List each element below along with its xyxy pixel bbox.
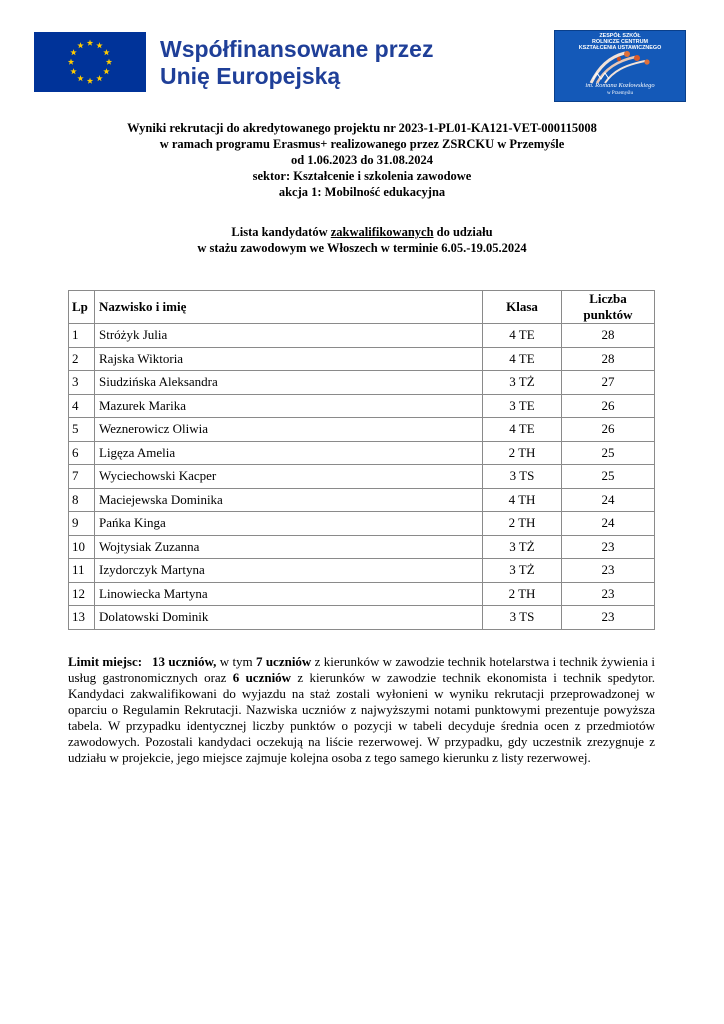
note-text-3: z kierunków w zawodzie technik ekonomista i technik spedytor. Kandydaci zakwalifikowani do wyjazdu na staż zostali wyłonieni w wyniku rekrutacji przeprowadzonej w oparciu o Regulamin Rekrutacji. Nazwiska uczniów z najwyższymi notami punktowymi prezentuje powyższa tabela. W przypadku identycznej liczby punktów o pozycji w tabeli decyduje średnia ocen z przedmiotów zawodowych. Pozostali kandydaci oczekują na liście rezerwowej. W przypadku, gdy uczestnik zrezygnuje z udziału w projekcie, jego miejsce zajmuje kolejna osoba z tego samego kierunku z listy rezerwowej.	[68, 670, 656, 765]
title-line: od 1.06.2023 do 31.08.2024	[290, 153, 434, 167]
row-points: 27	[562, 371, 655, 395]
row-name: Maciejewska Dominika	[95, 488, 483, 512]
row-lp: 4	[69, 394, 95, 418]
table-row	[69, 441, 655, 465]
row-points: 23	[562, 559, 655, 583]
note-bold-1: 7 uczniów	[256, 654, 312, 669]
eu-star-icon	[103, 49, 109, 55]
row-name: Stróżyk Julia	[95, 324, 483, 348]
note-bold-2: 6 uczniów	[232, 670, 292, 685]
row-class: 4 TH	[483, 488, 562, 512]
title-line: sektor: Kształcenie i szkolenia zawodowe	[252, 169, 472, 183]
row-name: Mazurek Marika	[95, 394, 483, 418]
table-body	[69, 324, 655, 630]
eu-star-icon	[70, 49, 76, 55]
row-class: 4 TE	[483, 324, 562, 348]
row-lp: 7	[69, 465, 95, 489]
note-text-2: z kierunków w zawodzie technik hotelarstwa i technik żywienia i usług gastronomicznych oraz	[68, 654, 655, 685]
header-points: Liczba punktów	[562, 291, 655, 324]
row-points: 23	[562, 606, 655, 630]
header-name: Nazwisko i imię	[95, 291, 483, 324]
funding-statement	[160, 36, 433, 90]
limit-label: Limit miejsc:	[68, 654, 143, 669]
table-row	[69, 606, 655, 630]
row-name: Rajska Wiktoria	[95, 347, 483, 371]
table-row	[69, 512, 655, 536]
row-name: Izydorczyk Martyna	[95, 559, 483, 583]
school-logo-patron-text: im. Romana Kozłowskiego	[585, 82, 655, 89]
row-class: 3 TS	[483, 465, 562, 489]
row-name: Wyciechowski Kacper	[95, 465, 483, 489]
list-title-post: do udziału	[433, 225, 493, 239]
row-class: 2 TH	[483, 582, 562, 606]
results-table	[68, 290, 655, 630]
table-row	[69, 582, 655, 606]
row-class: 2 TH	[483, 441, 562, 465]
document-title	[0, 120, 724, 200]
eu-star-icon	[96, 42, 102, 48]
title-line: w ramach programu Erasmus+ realizowanego przez ZSRCKU w Przemyśle	[159, 137, 565, 151]
row-points: 23	[562, 582, 655, 606]
school-logo-line-3: KSZTAŁCENIA USTAWICZNEGO	[578, 45, 662, 51]
table-row	[69, 535, 655, 559]
table-row	[69, 465, 655, 489]
row-name: Pańka Kinga	[95, 512, 483, 536]
eu-star-icon	[70, 68, 76, 74]
school-logo-line-1: ZESPÓŁ SZKÓŁ	[599, 33, 641, 39]
school-logo	[554, 30, 686, 102]
school-logo-city: w Przemyślu	[607, 91, 633, 96]
row-lp: 11	[69, 559, 95, 583]
row-lp: 9	[69, 512, 95, 536]
title-line: akcja 1: Mobilność edukacyjna	[278, 185, 446, 199]
funding-line-1: Współfinansowane przez	[160, 36, 434, 62]
row-name: Dolatowski Dominik	[95, 606, 483, 630]
eu-star-icon	[87, 78, 93, 84]
header-class: Klasa	[483, 291, 562, 324]
eu-star-icon	[68, 59, 74, 65]
table-row	[69, 418, 655, 442]
list-title-line-1	[0, 224, 724, 240]
limit-note	[68, 654, 655, 766]
row-name: Weznerowicz Oliwia	[95, 418, 483, 442]
row-lp: 3	[69, 371, 95, 395]
table-row	[69, 347, 655, 371]
list-title	[0, 224, 724, 256]
list-title-line-2: w stażu zawodowym we Włoszech w terminie 6.05.-19.05.2024	[197, 241, 527, 255]
eu-star-icon	[87, 40, 93, 46]
school-emblem-icon	[585, 49, 657, 85]
school-logo-line-2: ROLNICZE CENTRUM	[592, 39, 648, 45]
eu-star-icon	[77, 42, 83, 48]
table-row	[69, 394, 655, 418]
row-lp: 13	[69, 606, 95, 630]
table-row	[69, 559, 655, 583]
row-points: 24	[562, 512, 655, 536]
row-points: 25	[562, 465, 655, 489]
eu-star-icon	[96, 75, 102, 81]
school-logo-patron	[555, 82, 685, 97]
row-class: 2 TH	[483, 512, 562, 536]
row-name: Ligęza Amelia	[95, 441, 483, 465]
table-header-row	[69, 291, 655, 324]
table-row	[69, 488, 655, 512]
eu-star-icon	[103, 68, 109, 74]
row-class: 3 TŻ	[483, 535, 562, 559]
eu-flag-logo	[34, 32, 146, 92]
row-lp: 12	[69, 582, 95, 606]
row-points: 24	[562, 488, 655, 512]
row-lp: 8	[69, 488, 95, 512]
title-line: Wyniki rekrutacji do akredytowanego projektu nr 2023-1-PL01-KA121-VET-000115008	[127, 121, 597, 135]
row-class: 3 TŻ	[483, 371, 562, 395]
eu-star-icon	[106, 59, 112, 65]
row-points: 26	[562, 394, 655, 418]
note-text-1: w tym	[216, 654, 256, 669]
table-row	[69, 371, 655, 395]
row-lp: 5	[69, 418, 95, 442]
eu-stars-icon	[34, 32, 146, 92]
row-name: Linowiecka Martyna	[95, 582, 483, 606]
list-title-underlined: zakwalifikowanych	[330, 225, 434, 239]
eu-star-icon	[77, 75, 83, 81]
row-class: 3 TE	[483, 394, 562, 418]
row-lp: 6	[69, 441, 95, 465]
list-title-pre: Lista kandydatów	[231, 225, 331, 239]
row-class: 3 TŻ	[483, 559, 562, 583]
row-points: 25	[562, 441, 655, 465]
row-lp: 1	[69, 324, 95, 348]
header-lp: Lp	[69, 291, 95, 324]
row-name: Siudzińska Aleksandra	[95, 371, 483, 395]
row-class: 4 TE	[483, 347, 562, 371]
row-points: 28	[562, 347, 655, 371]
row-lp: 10	[69, 535, 95, 559]
row-class: 3 TS	[483, 606, 562, 630]
row-points: 23	[562, 535, 655, 559]
row-points: 28	[562, 324, 655, 348]
row-lp: 2	[69, 347, 95, 371]
row-points: 26	[562, 418, 655, 442]
row-class: 4 TE	[483, 418, 562, 442]
limit-value: 13 uczniów,	[152, 654, 217, 669]
table-row	[69, 324, 655, 348]
row-name: Wojtysiak Zuzanna	[95, 535, 483, 559]
funding-line-2: Unię Europejską	[160, 63, 341, 89]
